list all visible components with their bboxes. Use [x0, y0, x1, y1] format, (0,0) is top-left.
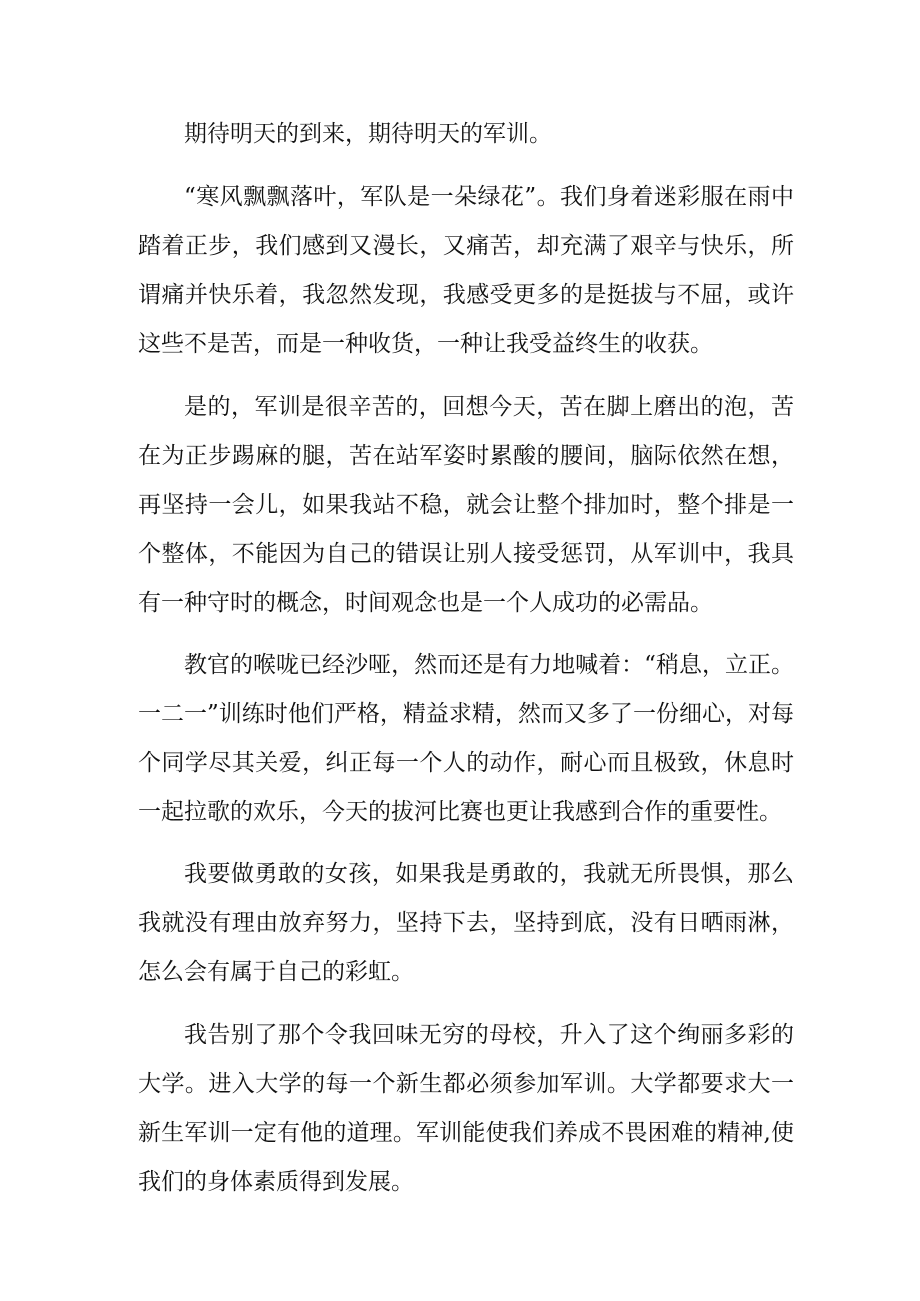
paragraph-4: 教官的喉咙已经沙哑，然而还是有力地喊着：“稍息，立正。一二一”训练时他们严格，精益求精，然而又多了一份细心，对每个同学尽其关爱，纠正每一个人的动作，耐心而且极致，休息时一起拉歌的欢乐，今天的拔河比赛也更让我感到合作的重要性。 [138, 652, 794, 825]
paragraph-1: 期待明天的到来，期待明天的军训。 [184, 121, 552, 147]
paragraph-5: 我要做勇敢的女孩，如果我是勇敢的，我就无所畏惧，那么我就没有理由放弃努力，坚持下去，坚持到底，没有日晒雨淋，怎么会有属于自己的彩虹。 [138, 861, 794, 985]
paragraph-6: 我告别了那个令我回味无穷的母校，升入了这个绚丽多彩的大学。进入大学的每一个新生都必须参加军训。大学都要求大一新生军训一定有他的道理。军训能使我们养成不畏困难的精神,使我们的身体素质得到发展。 [138, 1022, 794, 1195]
paragraph-3: 是的，军训是很辛苦的，回想今天，苦在脚上磨出的泡，苦在为正步踢麻的腿，苦在站军姿时累酸的腰间，脑际依然在想，再坚持一会儿，如果我站不稳，就会让整个排加时，整个排是一个整体，不能因为自己的错误让别人接受惩罚，从军训中，我具有一种守时的概念，时间观念也是一个人成功的必需品。 [138, 394, 794, 616]
paragraph-2: “寒风飘飘落叶，军队是一朵绿花”。我们身着迷彩服在雨中踏着正步，我们感到又漫长，又痛苦，却充满了艰辛与快乐，所谓痛并快乐着，我忽然发现，我感受更多的是挺拔与不屈，或许这些不是苦，而是一种收货，一种让我受益终生的收获。 [138, 184, 794, 357]
